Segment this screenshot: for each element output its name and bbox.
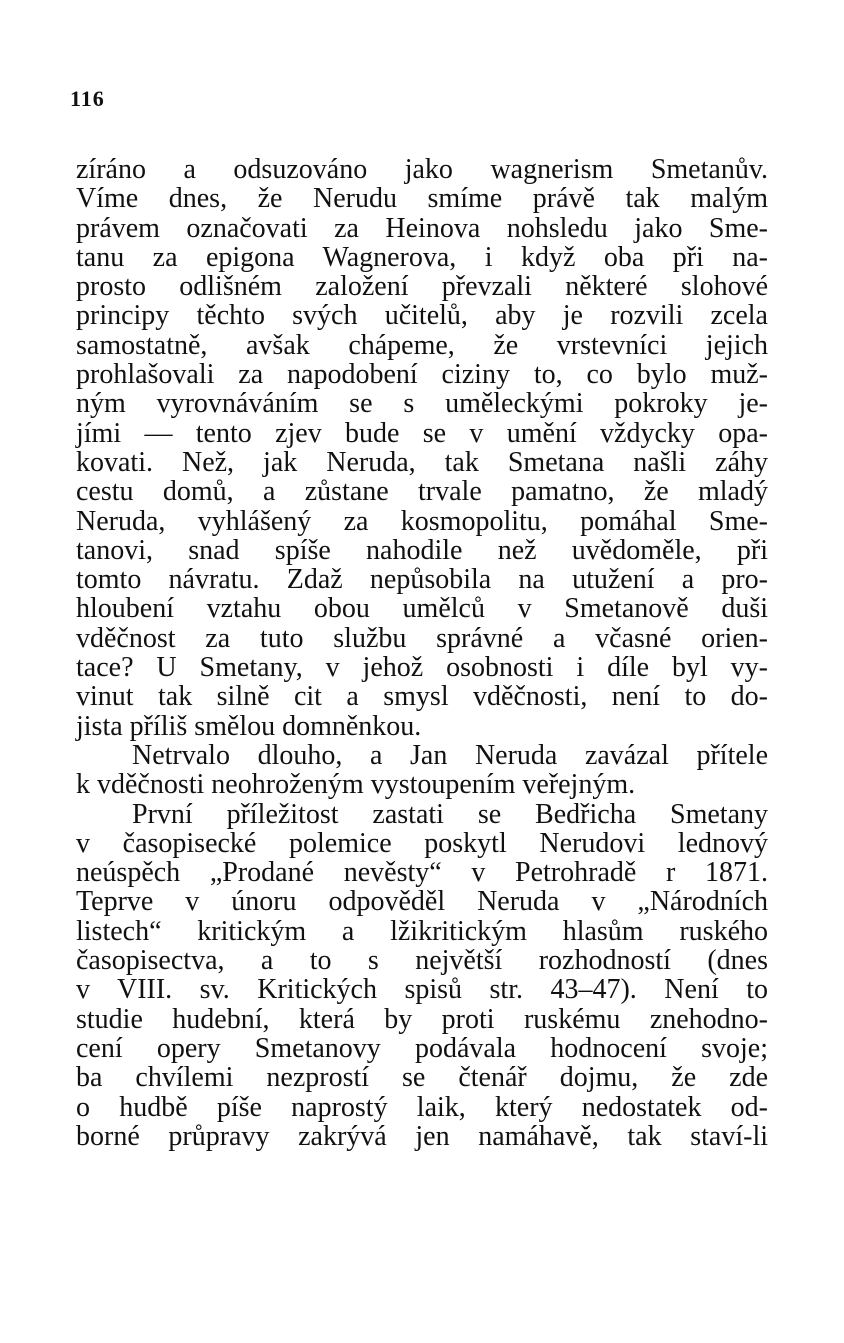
text-line: jista příliš smělou domněnkou.	[76, 710, 422, 742]
text-line: vinut tak silně cit a smysl vděčnosti, není to do-	[76, 681, 768, 713]
text-line: zíráno a odsuzováno jako wagnerism Smetanův.	[76, 154, 768, 185]
text-line: Víme dnes, že Nerudu smíme právě tak malým	[76, 183, 768, 215]
text-line: hloubení vztahu obou umělců v Smetanově duši	[76, 593, 768, 625]
text-line: Neruda, vyhlášený za kosmopolitu, pomáhal Sme-	[76, 505, 768, 537]
text-line: První příležitost zastati se Bedřicha Smetany	[132, 798, 768, 830]
text-line: neúspěch „Prodané nevěsty“ v Petrohradě r 1871.	[76, 857, 768, 889]
text-line: k vděčnosti neohroženým vystoupením veřejným.	[76, 769, 636, 801]
body-text	[76, 155, 768, 1151]
text-line: tace? U Smetany, v jehož osobnosti i díle byl vy-	[76, 652, 768, 684]
text-line: borné průpravy zakrývá jen namáhavě, tak staví-li	[76, 1120, 768, 1152]
text-line: kovati. Než, jak Neruda, tak Smetana našli záhy	[76, 446, 768, 478]
text-line: tomto návratu. Zdaž nepůsobila na utužení a pro-	[76, 564, 768, 596]
text-line: prosto odlišném založení převzali některé slohové	[76, 271, 768, 303]
text-line: v VIII. sv. Kritických spisů str. 43–47). Není to	[76, 974, 768, 1006]
text-line: cení opery Smetanovy podávala hodnocení svoje;	[76, 1032, 768, 1064]
text-line: tanu za epigona Wagnerova, i když oba při na-	[76, 241, 768, 273]
paragraph	[76, 155, 768, 741]
text-line: v časopisecké polemice poskytl Nerudovi lednový	[76, 827, 768, 859]
page-number: 116	[70, 86, 105, 111]
paragraph	[76, 800, 768, 1152]
text-line: samostatně, avšak chápeme, že vrstevníci jejich	[76, 329, 768, 361]
text-line: tanovi, snad spíše nahodile než uvědoměle, při	[76, 534, 768, 566]
text-line: prohlašovali za napodobení ciziny to, co bylo muž-	[76, 359, 768, 391]
text-line: právem označovati za Heinova nohsledu jako Sme-	[76, 212, 768, 244]
text-line: o hudbě píše naprostý laik, který nedostatek od-	[76, 1091, 768, 1123]
text-line: ba chvílemi nezprostí se čtenář dojmu, že zde	[76, 1062, 768, 1094]
text-line: jími — tento zjev bude se v umění vždycky opa-	[76, 417, 768, 449]
text-line: vděčnost za tuto službu správné a včasné orien-	[76, 622, 768, 654]
text-line: ným vyrovnáváním se s uměleckými pokroky je-	[76, 388, 768, 420]
text-line: časopisectva, a to s největší rozhodností (dnes	[76, 945, 768, 977]
paragraph	[76, 741, 768, 800]
text-line: principy těchto svých učitelů, aby je rozvili zcela	[76, 300, 768, 332]
text-line: Teprve v únoru odpověděl Neruda v „Národních	[76, 886, 768, 918]
text-line: studie hudební, která by proti ruskému znehodno-	[76, 1003, 768, 1035]
text-line: cestu domů, a zůstane trvale pamatno, že mladý	[76, 476, 768, 508]
text-line: Netrvalo dlouho, a Jan Neruda zavázal přítele	[132, 739, 768, 771]
text-line: listech“ kritickým a lžikritickým hlasům ruského	[76, 915, 768, 947]
